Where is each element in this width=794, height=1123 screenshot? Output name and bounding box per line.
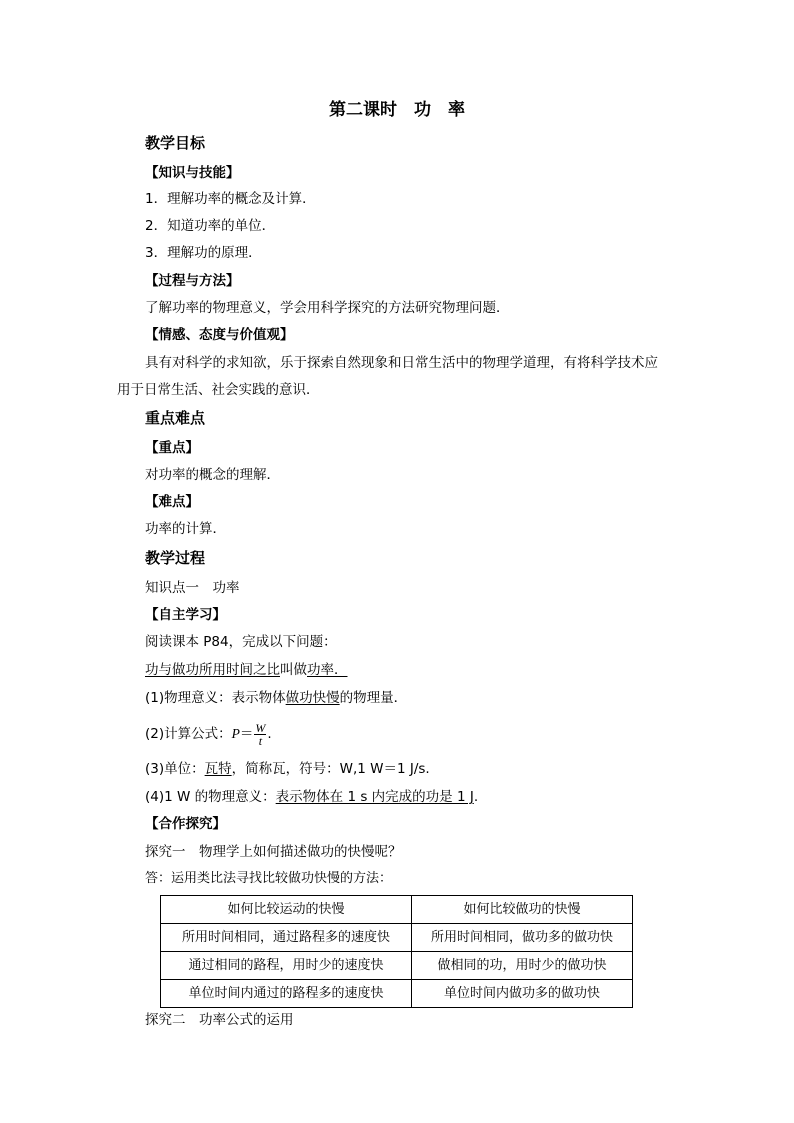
formula-symbol: P — [231, 726, 240, 741]
blank-answer: 功率． — [307, 662, 348, 678]
blank-answer: 表示物体在 1 s 内完成的功是 1 J — [275, 789, 474, 805]
blank-answer: 做功所用时间之比 — [172, 662, 280, 678]
table-row — [161, 980, 633, 1008]
table-cell: 通过相同的路程，用时少的速度快 — [161, 952, 412, 980]
text: 叫做 — [280, 662, 307, 678]
label-cooperation: 【合作探究】 — [145, 816, 226, 832]
label-difficulty: 【难点】 — [145, 494, 199, 510]
table-cell: 单位时间内做功多的做功快 — [412, 980, 633, 1008]
comparison-table — [160, 895, 633, 1008]
label-emotion-values: 【情感、态度与价值观】 — [145, 327, 294, 343]
section-heading-process: 教学过程 — [145, 549, 206, 567]
text: . — [267, 726, 272, 742]
unit-line — [145, 760, 430, 778]
table-header-cell: 如何比较做功的快慢 — [412, 896, 633, 924]
list-item: 2．知道功率的单位． — [145, 218, 276, 234]
paragraph: 对功率的概念的理解． — [145, 467, 280, 483]
paragraph: 功率的计算． — [145, 521, 226, 537]
table-row — [161, 952, 633, 980]
fraction-denominator: t — [258, 733, 263, 748]
text: (3)单位： — [145, 761, 205, 777]
paragraph: 用于日常生活、社会实践的意识． — [117, 382, 320, 398]
text: (2)计算公式： — [145, 726, 232, 742]
label-key: 【重点】 — [145, 440, 199, 456]
blank-answer: 瓦特 — [204, 761, 232, 777]
meaning-line — [145, 689, 407, 707]
explore-title: 探究二 功率公式的运用 — [145, 1012, 294, 1028]
section-heading-keypoints: 重点难点 — [145, 409, 206, 427]
list-item: 3．理解功的原理． — [145, 245, 262, 261]
page-title: 第二课时 功 率 — [329, 100, 465, 120]
knowledge-point-title: 知识点一 功率 — [145, 580, 240, 596]
text: ＝ — [239, 726, 254, 742]
blank-answer: 功与 — [145, 662, 172, 678]
fraction-numerator: W — [255, 720, 266, 735]
table-header-cell: 如何比较运动的快慢 — [161, 896, 412, 924]
section-heading-objectives: 教学目标 — [145, 134, 206, 152]
definition-line — [145, 661, 348, 679]
label-knowledge-skills: 【知识与技能】 — [145, 165, 240, 181]
answer-text: 答：运用类比法寻找比较做功快慢的方法： — [145, 871, 393, 886]
table-cell: 所用时间相同，通过路程多的速度快 — [161, 924, 412, 952]
label-self-study: 【自主学习】 — [145, 607, 226, 623]
formula-fraction — [254, 722, 266, 747]
text: ，简称瓦，符号：W,1 W＝1 J/s. — [231, 761, 430, 777]
table-cell: 所用时间相同，做功多的做功快 — [412, 924, 633, 952]
text: (4)1 W 的物理意义： — [145, 789, 276, 805]
list-item: 1．理解功率的概念及计算． — [145, 191, 316, 207]
watt-meaning-line — [145, 788, 478, 806]
explore-title: 探究一 物理学上如何描述做功的快慢呢？ — [145, 844, 402, 860]
table-cell: 做相同的功，用时少的做功快 — [412, 952, 633, 980]
table-cell: 单位时间内通过的路程多的速度快 — [161, 980, 412, 1008]
text: (1)物理意义：表示物体 — [145, 690, 286, 706]
text: 的物理量． — [339, 690, 408, 706]
formula-line — [145, 716, 272, 752]
table-row — [161, 924, 633, 952]
blank-answer: 做功快慢 — [285, 690, 340, 706]
paragraph: 了解功率的物理意义，学会用科学探究的方法研究物理问题． — [145, 300, 510, 316]
paragraph: 具有对科学的求知欲，乐于探索自然现象和日常生活中的物理学道理，有将科学技术应 — [145, 355, 658, 371]
text: . — [473, 789, 479, 805]
label-process-method: 【过程与方法】 — [145, 273, 240, 289]
table-header-row — [161, 896, 633, 924]
paragraph: 阅读课本 P84，完成以下问题： — [145, 634, 337, 650]
